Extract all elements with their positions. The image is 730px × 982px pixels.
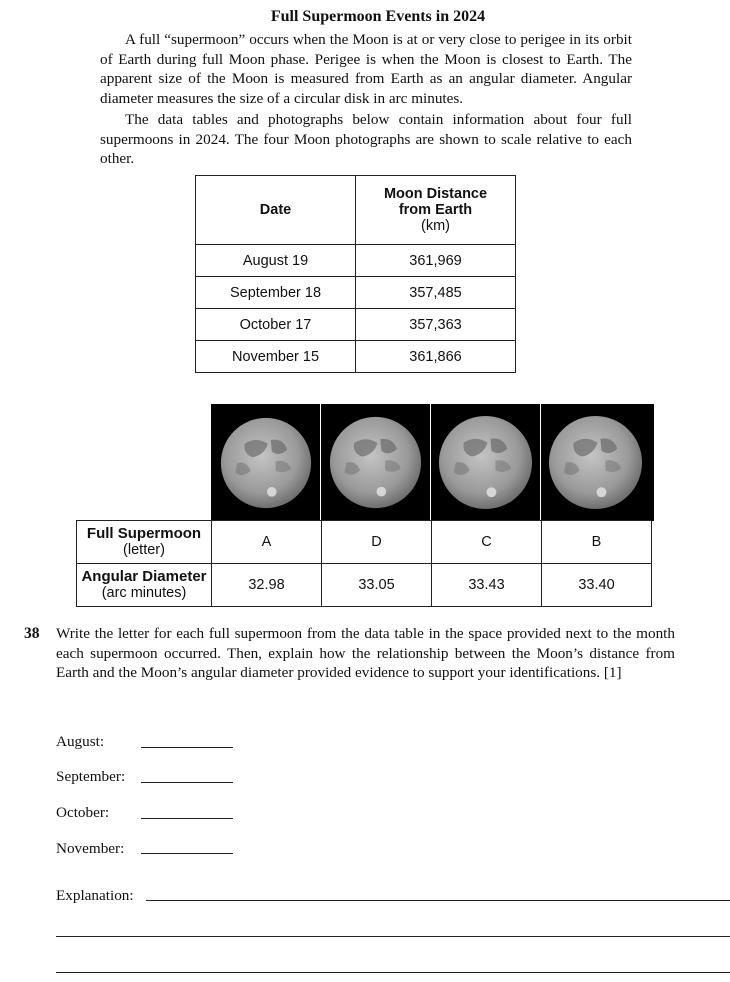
november-label: November: (56, 840, 125, 857)
letter-header: Full Supermoon (letter) (77, 521, 212, 564)
page-title: Full Supermoon Events in 2024 (270, 8, 486, 25)
diameter-cell: 32.98 (212, 564, 322, 607)
data-description-paragraph: The data tables and photographs below contain information about four full supermoons in 2024. The four Moon photographs are shown to scale relative to each other. (100, 111, 632, 167)
intro-paragraph: A full “supermoon” occurs when the Moon is at or very close to perigee in its orbit of Earth during full Moon phase. Perigee is when the Moon is closest to Earth. The apparent size of the Moon is measured from Earth as an angular diameter. Angular diameter measures the size of a circular disk in arc minutes. (100, 31, 632, 107)
october-answer-line[interactable] (141, 817, 233, 819)
moon-photo-d (321, 404, 431, 521)
question-number: 38 (24, 625, 40, 642)
distance-cell: 357,363 (356, 309, 516, 341)
explanation-line-2[interactable] (56, 935, 730, 937)
moon-image (436, 413, 535, 512)
diameter-cell: 33.40 (542, 564, 652, 607)
table-row (196, 245, 516, 277)
question-text: Write the letter for each full supermoon from the data table in the space provided next to the month each supermoon occurred. Then, explain how the relationship between the Moon’s distance from Earth and the Moon’s angular diameter provided evidence to support your identifications. [1] (56, 625, 675, 681)
explanation-line-3[interactable] (56, 971, 730, 973)
september-label: September: (56, 768, 126, 785)
moon-image (546, 413, 645, 512)
letter-cell: B (542, 521, 652, 564)
distance-header: Moon Distance from Earth (km) (356, 176, 516, 245)
september-answer-line[interactable] (141, 781, 233, 783)
table-row (196, 341, 516, 373)
table-row (77, 521, 652, 564)
letter-cell: D (322, 521, 432, 564)
explanation-line-1[interactable] (146, 899, 730, 901)
date-cell: October 17 (196, 309, 356, 341)
date-header: Date (196, 176, 356, 245)
august-label: August: (56, 733, 105, 750)
date-cell: November 15 (196, 341, 356, 373)
october-label: October: (56, 804, 110, 821)
letter-cell: A (212, 521, 322, 564)
distance-cell: 361,866 (356, 341, 516, 373)
table-row (196, 277, 516, 309)
letter-cell: C (432, 521, 542, 564)
diameter-cell: 33.43 (432, 564, 542, 607)
moon-photographs (211, 404, 654, 521)
moon-image (218, 415, 314, 511)
diameter-cell: 33.05 (322, 564, 432, 607)
november-answer-line[interactable] (141, 852, 233, 854)
distance-cell: 361,969 (356, 245, 516, 277)
table-row (77, 564, 652, 607)
august-answer-line[interactable] (141, 746, 233, 748)
moon-image (327, 414, 424, 511)
moon-photo-a (211, 404, 321, 521)
distance-cell: 357,485 (356, 277, 516, 309)
explanation-label: Explanation: (56, 887, 134, 904)
moon-photo-b (541, 404, 650, 521)
moon-data-table (76, 520, 652, 607)
distance-table (195, 175, 516, 373)
diameter-header: Angular Diameter (arc minutes) (77, 564, 212, 607)
table-row (196, 309, 516, 341)
moon-photo-c (431, 404, 541, 521)
date-cell: August 19 (196, 245, 356, 277)
date-cell: September 18 (196, 277, 356, 309)
